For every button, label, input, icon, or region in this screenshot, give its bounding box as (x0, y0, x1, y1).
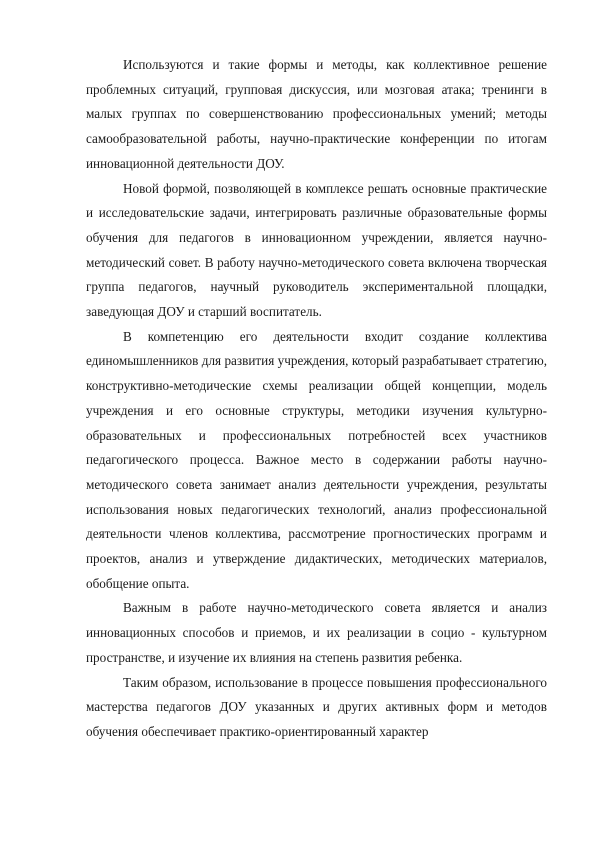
body-text (86, 53, 547, 745)
paragraph-forms-methods: Используются и такие формы и методы, как коллективное решение проблемных ситуаций, групповая дискуссия, или мозговая атака; тренинги в малых группах по совершенствованию профессиональных умений; методы самообразовательной работы, научно-практические конференции по итогам инновационной деятельности ДОУ. (86, 57, 547, 171)
paragraph-council-competence: В компетенцию его деятельности входит создание коллектива единомышленников для развития учреждения, который разрабатывает стратегию, конструктивно-методические схемы реализации общей концепции, модель учреждения и его основные структуры, методики изучения культурно-образовательных и профессиональных потребностей всех участников педагогического процесса. Важное место в содержании работы научно-методического совета занимает анализ деятельности учреждения, результаты использования новых педагогических технологий, анализ профессиональной деятельности членов коллектива, рассмотрение прогностических программ и проектов, анализ и утверждение дидактических, методических материалов, обобщение опыта. (86, 328, 547, 591)
paragraph-conclusion: Таким образом, использование в процессе повышения профессионального мастерства педагогов ДОУ указанных и других активных форм и методов обучения обеспечивает практико-ориентированный характер (86, 674, 547, 739)
paragraph-innovation-analysis: Важным в работе научно-методического совета является и анализ инновационных способов и приемов, и их реализации в социо - культурном пространстве, и изучение их влияния на степень развития ребенка. (86, 600, 547, 665)
paragraph-scientific-council: Новой формой, позволяющей в комплексе решать основные практические и исследовательские задачи, интегрировать различные образовательные формы обучения для педагогов в инновационном учреждении, является научно-методический совет. В работу научно-методического совета включена творческая группа педагогов, научный руководитель экспериментальной площадки, заведующая ДОУ и старший воспитатель. (86, 180, 547, 320)
